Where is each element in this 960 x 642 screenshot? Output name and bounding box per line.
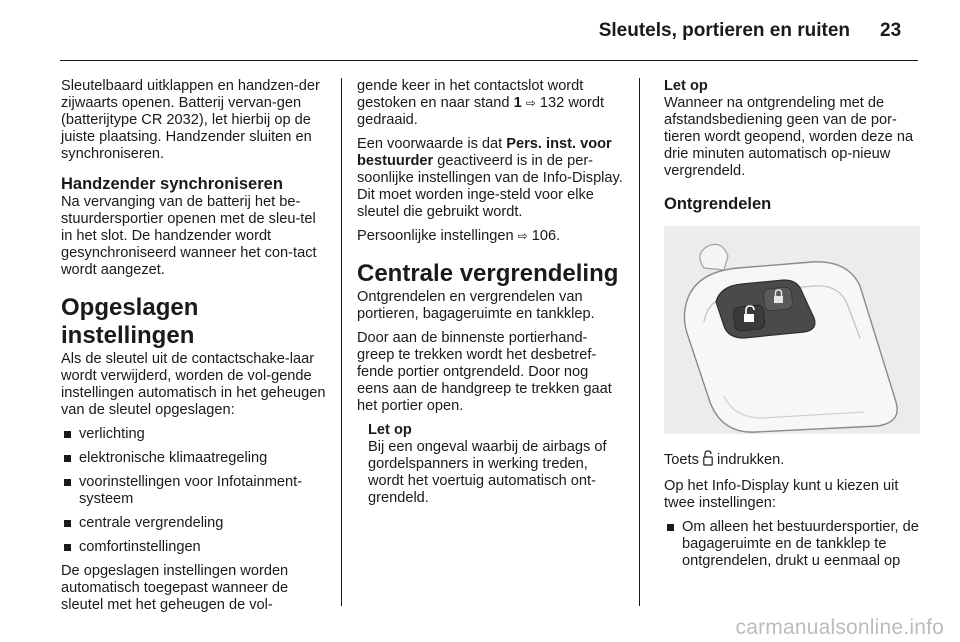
heading-saved-settings: Opgeslagen instellingen bbox=[61, 294, 199, 349]
reference-arrow-icon: ⇨ bbox=[525, 96, 536, 110]
list-item: Om alleen het bestuurdersportier, de bagageruimte en de tankklep te ontgrendelen, drukt u eenmaal op bbox=[664, 519, 920, 570]
list-item: centrale vergrendeling bbox=[61, 515, 327, 532]
key-fob-image bbox=[664, 226, 920, 434]
settings-intro: Op het Info-Display kunt u kiezen uit twee instellingen: bbox=[664, 478, 899, 511]
page-number: 23 bbox=[880, 20, 902, 41]
note-text: Bij een ongeval waarbij de airbags of gordelspanners in werking treden, wordt het voertuig automatisch ont-grendeld. bbox=[368, 439, 607, 506]
heading-central-locking: Centrale vergrendeling bbox=[357, 260, 619, 287]
door-handle-paragraph: Door aan de binnenste portierhand-greep te trekken wordt het desbetref-fende portier ontgrendeld. Door nog eens aan de handgreep te trekken gaat het portier open. bbox=[357, 330, 612, 414]
reference-arrow-icon: ⇨ bbox=[517, 229, 528, 243]
page-title: Sleutels, portieren en ruiten bbox=[598, 20, 850, 41]
list-item: comfortinstellingen bbox=[61, 539, 327, 556]
list-item: elektronische klimaatregeling bbox=[61, 450, 327, 467]
personal-settings-ref: Persoonlijke instellingen ⇨ 106. bbox=[357, 228, 561, 244]
key-fob-illustration bbox=[664, 226, 920, 434]
heading-unlock: Ontgrendelen bbox=[664, 195, 772, 213]
column-divider-2 bbox=[639, 78, 640, 606]
press-unlock-paragraph: Toets indrukken. bbox=[664, 450, 920, 471]
note-title: Let op bbox=[664, 78, 708, 94]
heading-sync: Handzender synchroniseren bbox=[61, 175, 283, 193]
page-reference[interactable]: 106. bbox=[531, 228, 561, 244]
column-3 bbox=[664, 78, 920, 577]
saved-settings-outro: De opgeslagen instellingen worden automatisch toegepast wanneer de sleutel met het geheugen de vol- bbox=[61, 563, 289, 613]
note-airbag bbox=[368, 422, 623, 507]
sync-paragraph: Na vervanging van de batterij het be-stuurdersportier openen met de sleu-tel in het slot. De handzender wordt gesynchroniseerd wanneer het con-tact wordt aangezet. bbox=[61, 194, 317, 278]
battery-instructions: Sleutelbaard uitklappen en handzen-der zijwaarts openen. Batterij vervan-gen (batterijtype CR 2032), let hierbij op de juiste plaatsing. Handzender sluiten en synchroniseren. bbox=[61, 78, 320, 162]
column-1 bbox=[61, 78, 327, 621]
saved-settings-list bbox=[61, 426, 327, 556]
column-divider-1 bbox=[341, 78, 342, 606]
note-title: Let op bbox=[368, 422, 412, 438]
list-item: verlichting bbox=[61, 426, 327, 443]
ignition-paragraph: gende keer in het contactslot wordt gestoken en naar stand 1 ⇨ 132 wordt gedraaid. bbox=[357, 78, 605, 128]
header-divider bbox=[60, 60, 918, 61]
watermark: carmanualsonline.info bbox=[735, 616, 944, 639]
list-item: voorinstellingen voor Infotainment-systeem bbox=[61, 474, 327, 508]
column-2 bbox=[357, 78, 623, 507]
note-relock bbox=[664, 78, 920, 180]
unlock-icon bbox=[703, 450, 713, 471]
saved-settings-intro: Als de sleutel uit de contactschake-laar wordt verwijderd, worden de vol-gende instellingen automatisch in het geheugen van de sleutel opgeslagen: bbox=[61, 351, 326, 418]
unlock-options-list bbox=[664, 519, 920, 570]
central-locking-intro: Ontgrendelen en vergrendelen van portieren, bagageruimte en tankklep. bbox=[357, 289, 595, 322]
note-text: Wanneer na ontgrendeling met de afstandsbediening geen van de por-tieren wordt geopend, worden deze na drie minuten automatisch op-nieuw vergrendeld. bbox=[664, 95, 914, 179]
page-reference[interactable]: 132 bbox=[539, 95, 565, 111]
condition-paragraph: Een voorwaarde is dat Pers. inst. voor bestuurder geactiveerd is in de per-soonlijke instellingen van de Info-Display. Dit moet worden inge-steld voor elke sleutel die gebruikt wordt. bbox=[357, 136, 623, 220]
